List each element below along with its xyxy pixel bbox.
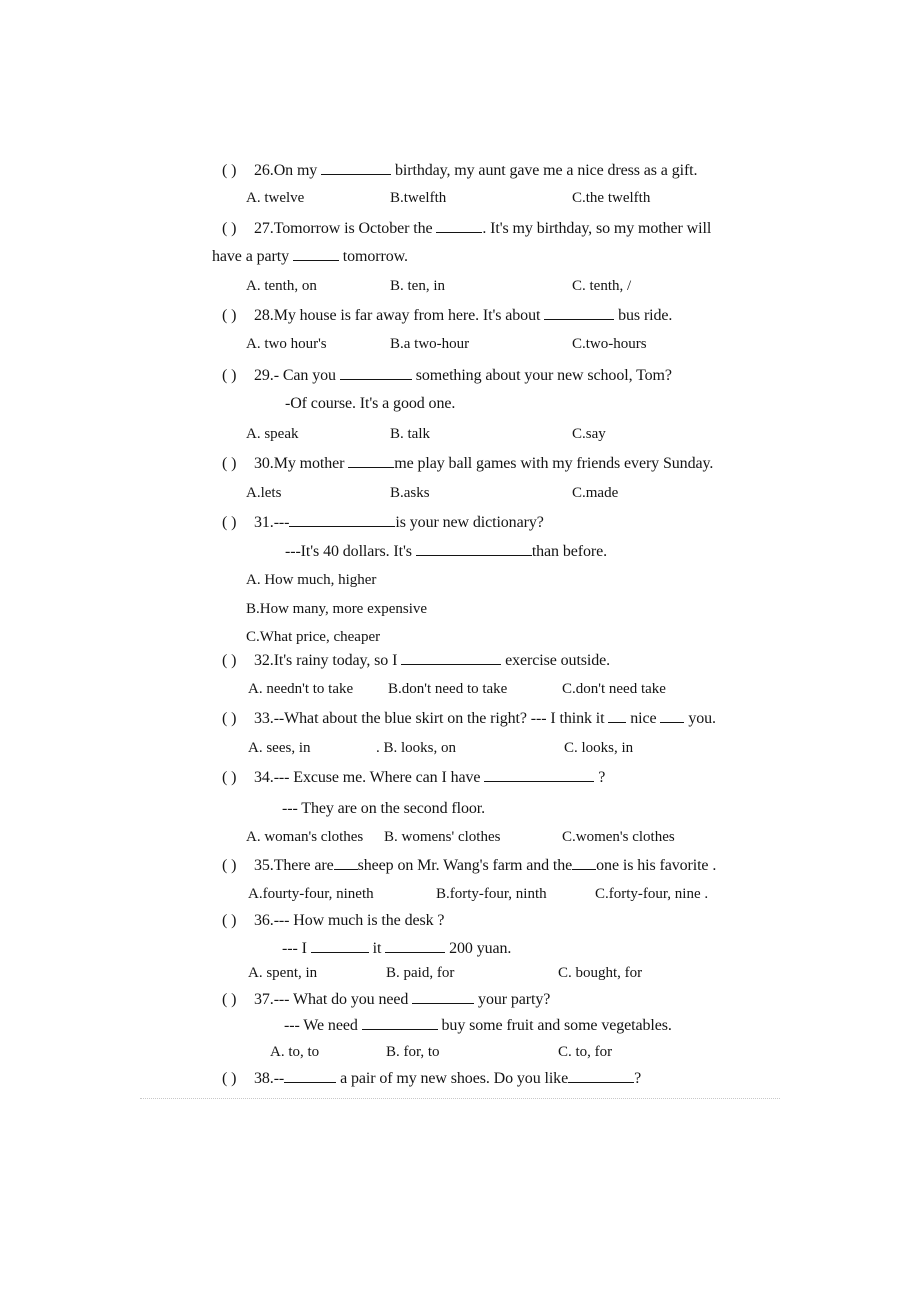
question-text: than before. xyxy=(531,543,608,560)
question-number: 37. xyxy=(254,991,274,1008)
question-text: --- How much is the desk ? xyxy=(273,912,445,929)
answer-blank[interactable] xyxy=(340,365,412,380)
answer-blank[interactable] xyxy=(348,453,394,468)
answer-parentheses[interactable]: ( ) xyxy=(222,307,237,324)
answer-blank[interactable] xyxy=(544,305,614,320)
question-38 xyxy=(222,1068,641,1089)
answer-blank[interactable] xyxy=(293,246,339,261)
question-continuation xyxy=(285,394,455,414)
question-text: a pair of my new shoes. Do you like xyxy=(336,1070,569,1087)
question-continuation xyxy=(282,938,511,959)
question-number: 31. xyxy=(254,514,274,531)
option-a[interactable]: A. How much, higher xyxy=(246,572,377,588)
option-b[interactable]: B.asks xyxy=(390,485,430,501)
option-c[interactable]: C.two-hours xyxy=(572,336,647,352)
option-c[interactable]: C.women's clothes xyxy=(562,829,675,845)
answer-blank[interactable] xyxy=(401,650,501,665)
answer-parentheses[interactable]: ( ) xyxy=(222,1070,237,1087)
question-text: My house is far away from here. It's about xyxy=(273,307,545,324)
question-number: 33. xyxy=(254,710,274,727)
question-text: it xyxy=(368,940,386,957)
option-c[interactable]: C.don't need take xyxy=(562,681,666,697)
question-number: 29. xyxy=(254,367,274,384)
answer-blank[interactable] xyxy=(484,767,594,782)
question-text: - Can you xyxy=(273,367,340,384)
option-b[interactable]: B.a two-hour xyxy=(390,336,470,352)
option-c[interactable]: C. looks, in xyxy=(564,740,634,756)
answer-parentheses[interactable]: ( ) xyxy=(222,367,237,384)
question-text: -- xyxy=(273,1070,285,1087)
answer-blank[interactable] xyxy=(385,938,445,953)
question-29 xyxy=(222,365,672,386)
question-text: something about your new school, Tom? xyxy=(411,367,672,384)
answer-parentheses[interactable]: ( ) xyxy=(222,710,237,727)
option-b[interactable]: B. ten, in xyxy=(390,278,445,294)
answer-parentheses[interactable]: ( ) xyxy=(222,769,237,786)
option-a[interactable]: A. speak xyxy=(246,426,299,442)
question-26 xyxy=(222,160,697,181)
question-text: --- They are on the second floor. xyxy=(282,800,485,817)
question-36 xyxy=(222,911,444,931)
answer-blank[interactable] xyxy=(436,218,482,233)
option-a[interactable]: A. spent, in xyxy=(248,965,318,981)
question-number: 38. xyxy=(254,1070,274,1087)
question-text: me play ball games with my friends every Sunday. xyxy=(394,455,714,472)
option-a[interactable]: A.fourty-four, nineth xyxy=(248,886,374,902)
question-27 xyxy=(222,218,711,239)
question-text: --- What do you need xyxy=(273,991,413,1008)
question-text: is your new dictionary? xyxy=(395,514,544,531)
question-28 xyxy=(222,305,672,326)
answer-blank[interactable] xyxy=(608,708,626,723)
answer-blank[interactable] xyxy=(416,541,532,556)
question-continuation xyxy=(284,1015,672,1036)
option-b[interactable]: B.How many, more expensive xyxy=(246,601,428,617)
question-continuation xyxy=(212,246,408,267)
question-text: have a party xyxy=(212,248,293,265)
question-number: 27. xyxy=(254,220,274,237)
option-a[interactable]: A. two hour's xyxy=(246,336,327,352)
question-35 xyxy=(222,855,716,876)
answer-parentheses[interactable]: ( ) xyxy=(222,857,237,874)
answer-blank[interactable] xyxy=(412,989,474,1004)
option-a[interactable]: A. twelve xyxy=(246,190,305,206)
answer-parentheses[interactable]: ( ) xyxy=(222,220,237,237)
question-text: --- Excuse me. Where can I have xyxy=(273,769,485,786)
option-b[interactable]: . B. looks, on xyxy=(376,740,457,756)
option-c[interactable]: C. to, for xyxy=(558,1044,613,1060)
question-text: --- xyxy=(273,514,290,531)
answer-blank[interactable] xyxy=(572,855,596,870)
question-text: sheep on Mr. Wang's farm and the xyxy=(357,857,573,874)
question-text: exercise outside. xyxy=(501,652,611,669)
question-text: -Of course. It's a good one. xyxy=(285,395,456,412)
question-number: 34. xyxy=(254,769,274,786)
answer-blank[interactable] xyxy=(284,1068,336,1083)
option-c[interactable]: C.made xyxy=(572,485,619,501)
question-number: 26. xyxy=(254,162,274,179)
question-text: tomorrow. xyxy=(338,248,408,265)
option-a[interactable]: A. needn't to take xyxy=(248,681,354,697)
question-text: bus ride. xyxy=(614,307,673,324)
option-c[interactable]: C.What price, cheaper xyxy=(246,629,381,645)
question-text: It's rainy today, so I xyxy=(273,652,402,669)
answer-blank[interactable] xyxy=(289,512,395,527)
question-30 xyxy=(222,453,713,474)
answer-blank[interactable] xyxy=(660,708,684,723)
option-c[interactable]: C.forty-four, nine . xyxy=(595,886,709,902)
option-c[interactable]: C. tenth, / xyxy=(572,278,632,294)
question-text: buy some fruit and some vegetables. xyxy=(437,1017,672,1034)
question-text: 200 yuan. xyxy=(445,940,512,957)
question-text: There are xyxy=(273,857,334,874)
question-37 xyxy=(222,989,550,1010)
question-number: 32. xyxy=(254,652,274,669)
question-text: . It's my birthday, so my mother will xyxy=(482,220,712,237)
option-c[interactable]: C. bought, for xyxy=(558,965,643,981)
question-text: nice xyxy=(626,710,661,727)
question-text: --- We need xyxy=(284,1017,362,1034)
question-text: your party? xyxy=(474,991,551,1008)
question-number: 35. xyxy=(254,857,274,874)
question-text: ---It's 40 dollars. It's xyxy=(285,543,416,560)
option-a[interactable]: A. woman's clothes xyxy=(246,829,364,845)
question-text: you. xyxy=(684,710,716,727)
question-number: 30. xyxy=(254,455,274,472)
question-text: birthday, my aunt gave me a nice dress as a gift. xyxy=(391,162,698,179)
question-text: --What about the blue skirt on the right? --- I think it xyxy=(273,710,609,727)
option-b[interactable]: B. womens' clothes xyxy=(384,829,501,845)
question-text: --- I xyxy=(282,940,311,957)
option-b[interactable]: B.don't need to take xyxy=(388,681,508,697)
question-32 xyxy=(222,650,610,671)
question-31 xyxy=(222,512,544,533)
option-c[interactable]: C.the twelfth xyxy=(572,190,651,206)
answer-blank[interactable] xyxy=(362,1015,438,1030)
answer-parentheses[interactable]: ( ) xyxy=(222,455,237,472)
question-text: ? xyxy=(634,1070,642,1087)
option-b[interactable]: B. talk xyxy=(390,426,430,442)
question-34 xyxy=(222,767,605,788)
page-cut-line xyxy=(140,1098,780,1099)
option-b[interactable]: B.forty-four, ninth xyxy=(436,886,547,902)
answer-parentheses[interactable]: ( ) xyxy=(222,514,237,531)
option-b[interactable]: B.twelfth xyxy=(390,190,447,206)
question-text: one is his favorite . xyxy=(596,857,717,874)
option-a[interactable]: A.lets xyxy=(246,485,282,501)
answer-blank[interactable] xyxy=(334,855,358,870)
answer-parentheses[interactable]: ( ) xyxy=(222,162,237,179)
answer-blank[interactable] xyxy=(311,938,369,953)
answer-parentheses[interactable]: ( ) xyxy=(222,652,237,669)
answer-blank[interactable] xyxy=(568,1068,634,1083)
question-number: 28. xyxy=(254,307,274,324)
answer-blank[interactable] xyxy=(321,160,391,175)
option-a[interactable]: A. tenth, on xyxy=(246,278,317,294)
question-continuation xyxy=(285,541,607,562)
answer-parentheses[interactable]: ( ) xyxy=(222,912,237,929)
question-text: ? xyxy=(594,769,606,786)
question-number: 36. xyxy=(254,912,274,929)
option-b[interactable]: B. paid, for xyxy=(386,965,455,981)
question-text: Tomorrow is October the xyxy=(273,220,437,237)
answer-parentheses[interactable]: ( ) xyxy=(222,991,237,1008)
option-b[interactable]: B. for, to xyxy=(386,1044,440,1060)
question-33 xyxy=(222,708,716,729)
option-a[interactable]: A. to, to xyxy=(270,1044,320,1060)
option-c[interactable]: C.say xyxy=(572,426,606,442)
question-text: On my xyxy=(273,162,322,179)
option-a[interactable]: A. sees, in xyxy=(248,740,311,756)
question-continuation xyxy=(282,799,485,819)
question-text: My mother xyxy=(273,455,349,472)
